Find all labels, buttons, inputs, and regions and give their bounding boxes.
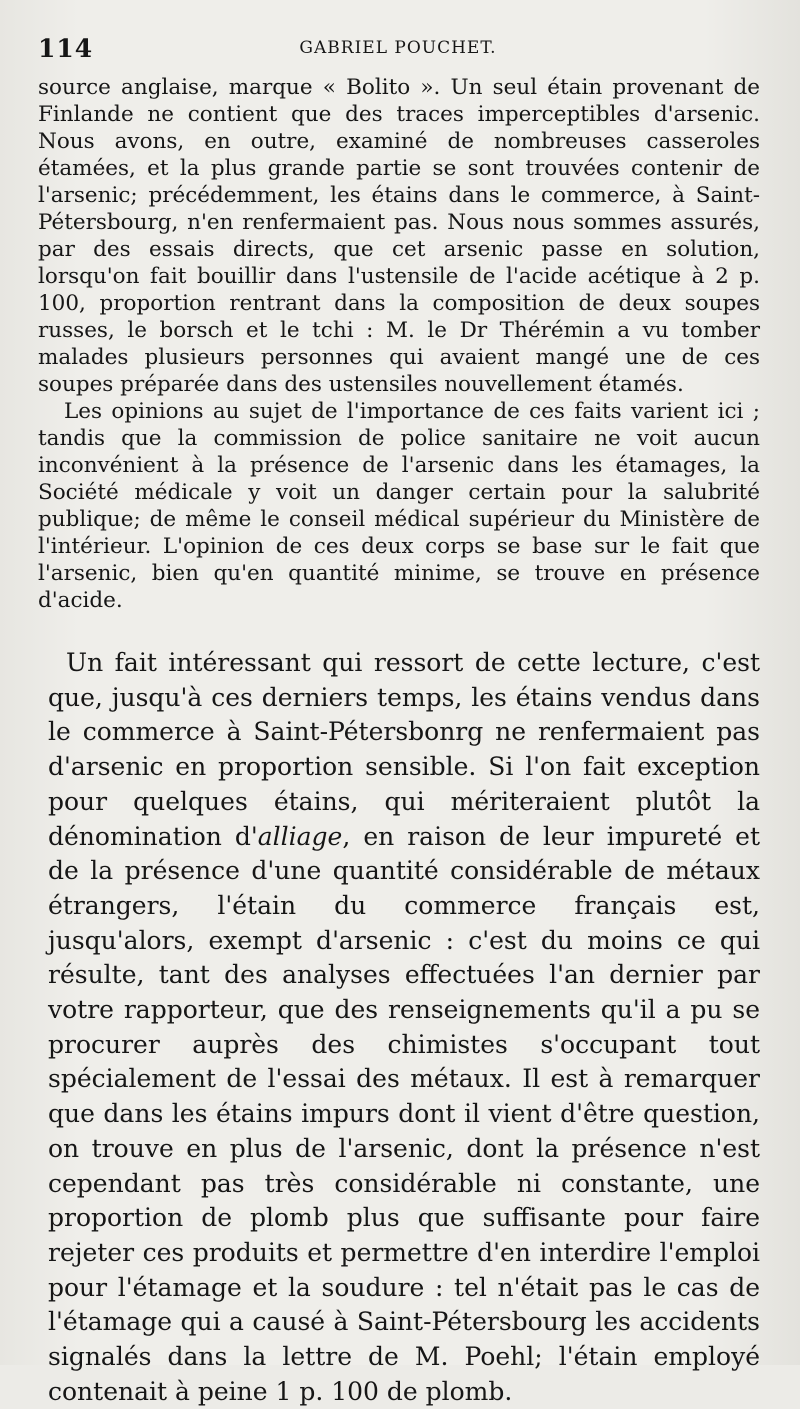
quoted-report [38,74,760,614]
commentary-paragraph [48,646,760,1409]
running-head: GABRIEL POUCHET. [299,38,497,58]
commentary-text-start: Un fait intéressant qui ressort de cette lecture, c'est que, jusqu'à ces derniers temps, les étains vendus dans le commerce à Saint-Pétersbonrg ne renfermaient pas d'arsenic en proportion sensible. Si l'on fait exception pour quelques étains, qui mériteraient plutôt la dénomination d' [48,648,760,851]
commentary-text-end: , en raison de leur impureté et de la présence d'une quantité considérable de métaux étrangers, l'étain du commerce français est, jusqu'alors, exempt d'arsenic : c'est du moins ce qui résulte, tant des analyses effectuées l'an dernier par votre rapporteur, que des renseignements qu'il a pu se procurer auprès des chimistes s'occupant tout spécialement de l'essai des métaux. Il est à remarquer que dans les étains impurs dont il vient d'être question, on trouve en plus de l'arsenic, dont la présence n'est cependant pas très considérable ni constante, une proportion de plomb plus que suffisante pour faire rejeter ces produits et permettre d'en interdire l'emploi pour l'étamage et la soudure : tel n'était pas le cas de l'étamage qui a causé à Saint-Pétersbourg les accidents signalés dans la lettre de M. Poehl; l'étain employé contenait à peine 1 p. 100 de plomb. [48,821,760,1406]
report-paragraph-2: Les opinions au sujet de l'importance de ces faits varient ici ; tandis que la commission de police sanitaire ne voit aucun inconvénient à la présence de l'arsenic dans les étamages, la Société médicale y voit un danger certain pour la salubrité publique; de même le conseil médical supérieur du Ministère de l'intérieur. L'opinion de ces deux corps se base sur le fait que l'arsenic, bien qu'en quantité minime, se trouve en présence d'acide. [38,399,760,613]
commentary [48,646,760,1409]
page-header [38,30,758,66]
italic-term: alliage [257,821,343,851]
report-paragraph-1: source anglaise, marque « Bolito ». Un seul étain provenant de Finlande ne contient que des traces imperceptibles d'arsenic. Nous avons, en outre, examiné de nombreuses casseroles étamées, et la plus grande partie se sont trouvées contenir de l'arsenic; précédemment, les étains dans le commerce, à Saint-Pétersbourg, n'en renfermaient pas. Nous nous sommes assurés, par des essais directs, que cet arsenic passe en solution, lorsqu'on fait bouillir dans l'ustensile de l'acide acétique à 2 p. 100, proportion rentrant dans la composition de deux soupes russes, le borsch et le tchi : M. le Dr Thérémin a vu tomber malades plusieurs personnes qui avaient mangé une de ces soupes préparée dans des ustensiles nouvellement étamés. [38,75,760,397]
page-number: 114 [38,34,94,63]
